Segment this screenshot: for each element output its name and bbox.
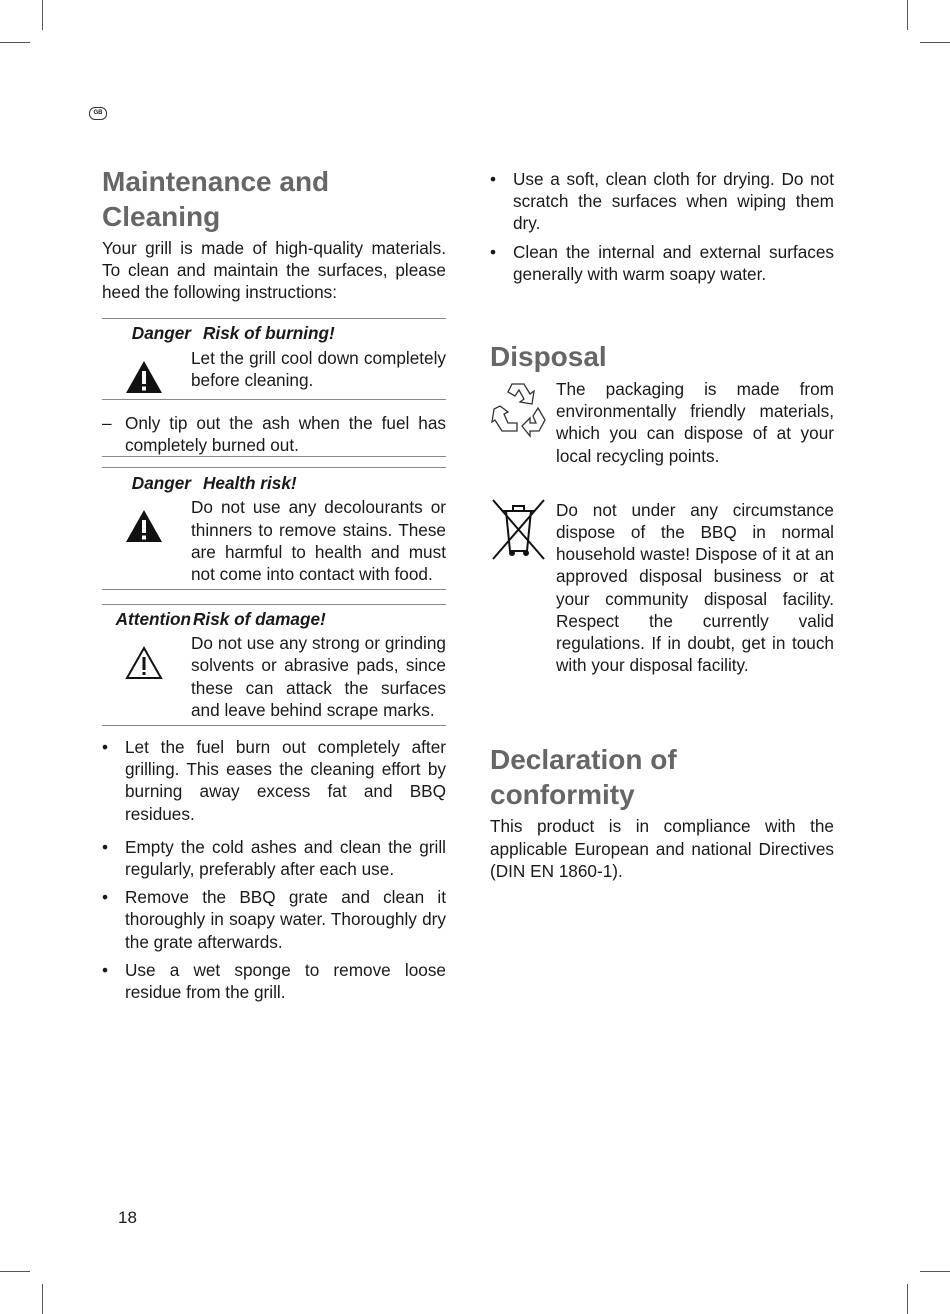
recycle-icon xyxy=(490,378,550,440)
list-item: • Empty the cold ashes and clean the grill regularly, preferably after each use. xyxy=(102,836,446,880)
section-title: Disposal xyxy=(490,341,607,373)
conformity-text: This product is in compliance with the applicable European and national Directives (DIN EN 1860-1). xyxy=(490,816,834,881)
warning-word: Attention xyxy=(115,609,191,630)
packaging-text: The packaging is made from environmentally friendly materials, which you can dispose of at your local recycling points. xyxy=(556,379,834,466)
warning-outline-icon xyxy=(124,645,164,681)
warning-word: Danger xyxy=(131,322,191,343)
disposal-text: Do not under any circumstance dispose of the BBQ in normal household waste! Dispose of it at an approved disposal business or at your community disposal facility. Respect the currently valid regulations. If in doubt, get in touch with your disposal facility. xyxy=(556,499,834,676)
list-item: • Use a wet sponge to remove loose residue from the grill. xyxy=(102,959,446,1003)
list-item: • Remove the BBQ grate and clean it thoroughly in soapy water. Thoroughly dry the grate afterwards. xyxy=(102,887,446,952)
list-item: • Use a soft, clean cloth for drying. Do not scratch the surfaces when wiping them dry. xyxy=(490,169,834,234)
appliance-disposal xyxy=(490,499,834,677)
section-title: Declaration of conformity xyxy=(490,744,677,811)
warning-filled-icon xyxy=(124,359,164,395)
list-item: • Let the fuel burn out completely after grilling. This eases the cleaning effort by burning away excess fat and BBQ residues. xyxy=(102,737,446,824)
list-item: • Clean the internal and external surfaces generally with warm soapy water. xyxy=(490,241,834,284)
warning-block xyxy=(102,604,446,726)
warning-title: Risk of damage! xyxy=(193,609,326,630)
crop-mark xyxy=(42,1284,43,1314)
page-number: 18 xyxy=(118,1208,137,1227)
warning-text: Do not use any strong or grinding solvents or abrasive pads, since these can attack the surfaces and leave behind scrape marks. xyxy=(191,633,446,720)
warning-title: Health risk! xyxy=(203,473,297,494)
crop-mark xyxy=(907,1284,908,1314)
crossed-bin-icon xyxy=(490,497,548,563)
crop-mark xyxy=(920,1271,950,1272)
warning-word: Danger xyxy=(131,473,191,494)
warning-title: Risk of burning! xyxy=(203,322,335,343)
crop-mark xyxy=(907,0,908,30)
section-title: Maintenance and Cleaning xyxy=(102,166,330,232)
warning-block xyxy=(102,467,446,590)
crop-mark xyxy=(0,42,30,43)
divider xyxy=(102,456,446,457)
right-column xyxy=(490,168,834,882)
warning-text: Do not use any decolourants or thinners to remove stains. These are harmful to health and must not come into contact with food. xyxy=(191,497,446,585)
maintenance-section xyxy=(102,164,446,1003)
crop-mark xyxy=(920,42,950,43)
crop-mark xyxy=(42,0,43,30)
language-badge: GB xyxy=(89,107,107,120)
packaging-disposal xyxy=(490,378,834,467)
warning-block xyxy=(102,318,446,400)
warning-text: Let the grill cool down completely before cleaning. xyxy=(191,347,446,390)
list-item: – Only tip out the ash when the fuel has completely burned out. xyxy=(102,412,446,456)
warning-filled-icon xyxy=(124,508,164,544)
crop-mark xyxy=(0,1271,30,1272)
intro-text: Your grill is made of high-quality materials. To clean and maintain the surfaces, please heed the following instructions: xyxy=(102,238,446,303)
cleaning-list xyxy=(102,736,446,1003)
